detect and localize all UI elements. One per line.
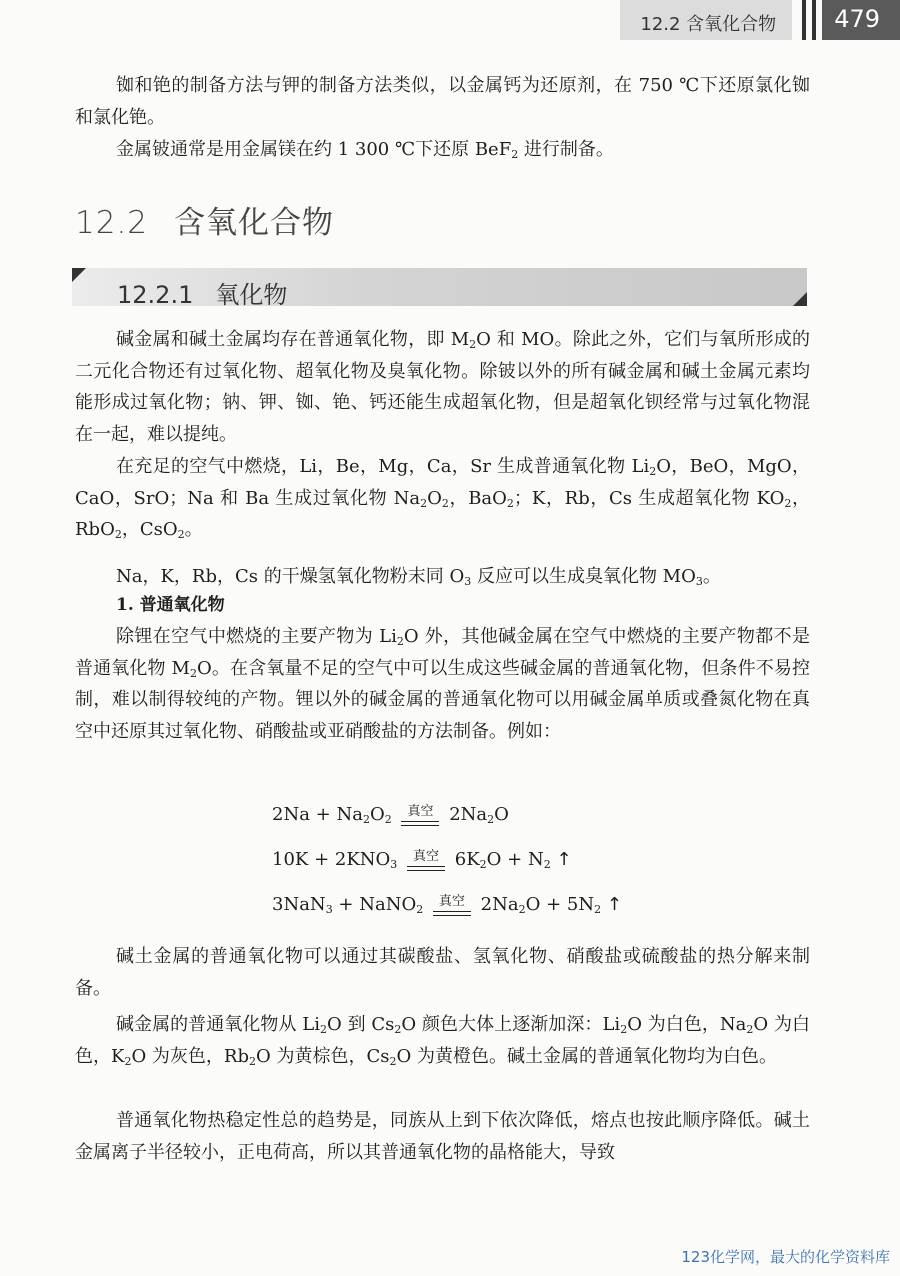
equation-1: $2Na + Na_2O_2$ 真空 $2Na_2O$ bbox=[272, 803, 509, 826]
equilibrium-arrow: 真空 bbox=[433, 895, 471, 916]
paragraph-intro-1: 铷和铯的制备方法与钾的制备方法类似，以金属钙为还原剂，在 750 ℃下还原氯化铷和氯化铯。 bbox=[75, 75, 810, 128]
equilibrium-arrow: 真空 bbox=[407, 850, 445, 871]
section-title: 含氧化合物 bbox=[174, 205, 335, 241]
corner-triangle-icon bbox=[793, 292, 807, 306]
paragraph-6: 除锂在空气中燃烧的主要产物为 $Li_2O$ 外，其他碱金属在空气中燃烧的主要产物都不是普通氧化物 $M_2O$。在含氧量不足的空气中可以生成这些碱金属的普通氧化物，但条件不易控制，难以制得较纯的产物。锂以外的碱金属的普通氧化物可以用碱金属单质或叠氮化物在真空中还原其过氧化物、硝酸盐或亚硝酸盐的方法制备。例如： bbox=[75, 626, 810, 742]
header-divider bbox=[802, 0, 806, 40]
equilibrium-arrow: 真空 bbox=[401, 805, 439, 826]
subsection-title: 氧化物 bbox=[215, 281, 288, 309]
paragraph-3: 碱金属和碱土金属均存在普通氧化物，即 $M_2O$ 和 MO。除此之外，它们与氧所形成的二元化合物还有过氧化物、超氧化物及臭氧化物。除铍以外的所有碱金属和碱土金属元素均能形成过氧化物；钠、钾、铷、铯、钙还能生成超氧化物，但是超氧化钡经常与过氧化物混在一起，难以提纯。 bbox=[75, 329, 810, 445]
section-heading bbox=[75, 197, 334, 242]
running-header bbox=[620, 0, 900, 40]
gas-arrow-icon: ↑ bbox=[556, 849, 572, 870]
paragraph-intro-2: 金属铍通常是用金属镁在约 1 300 ℃下还原 BeF$_2$ 进行制备。 bbox=[116, 139, 614, 161]
equation-2: $10K + 2KNO_3$ 真空 $6K_2O + N_2$ ↑ bbox=[272, 848, 572, 871]
equation-3: 3NaN$_3$ + NaNO$_2$ 真空 $2Na_2O + 5N_2$ ↑ bbox=[272, 893, 622, 916]
paragraph-8: 碱金属的普通氧化物从 $Li_2O$ 到 $Cs_2O$ 颜色大体上逐渐加深：$Li_2O$ 为白色，$Na_2O$ 为白色，$K_2O$ 为灰色，$Rb_2O$ 为黄棕色，$Cs_2O$ 为黄橙色。碱土金属的普通氧化物均为白色。 bbox=[75, 1014, 811, 1068]
page-number: 479 bbox=[822, 0, 900, 40]
paragraph-4: 在充足的空气中燃烧，Li，Be，Mg，Ca，Sr 生成普通氧化物 $Li_2O$，BeO，MgO，CaO，SrO；Na 和 Ba 生成过氧化物 $Na_2O_2$，BaO$_2$；K，Rb，Cs 生成超氧化物 $KO_2$，RbO$_2$，CsO$_2$。 bbox=[75, 456, 811, 541]
paragraph-5: Na，K，Rb，Cs 的干燥氢氧化物粉末同 $O_3$ 反应可以生成臭氧化物 $MO_3$。 bbox=[116, 566, 721, 588]
gas-arrow-icon: ↑ bbox=[606, 894, 622, 915]
subheading-ordinary-oxides: 1. 普通氧化物 bbox=[116, 595, 225, 615]
subsection-heading bbox=[117, 275, 287, 310]
header-section-title: 12.2 含氧化合物 bbox=[620, 0, 792, 40]
section-number: 12.2 bbox=[75, 205, 149, 241]
site-footer: 123化学网，最大的化学资料库 bbox=[681, 1248, 890, 1266]
subsection-number: 12.2.1 bbox=[117, 281, 194, 309]
paragraph-7: 碱土金属的普通氧化物可以通过其碳酸盐、氢氧化物、硝酸盐或硫酸盐的热分解来制备。 bbox=[75, 946, 810, 999]
header-divider bbox=[812, 0, 816, 40]
corner-triangle-icon bbox=[72, 268, 86, 282]
paragraph-9: 普通氧化物热稳定性总的趋势是，同族从上到下依次降低，熔点也按此顺序降低。碱土金属离子半径较小，正电荷高，所以其普通氧化物的晶格能大，导致 bbox=[75, 1110, 810, 1163]
